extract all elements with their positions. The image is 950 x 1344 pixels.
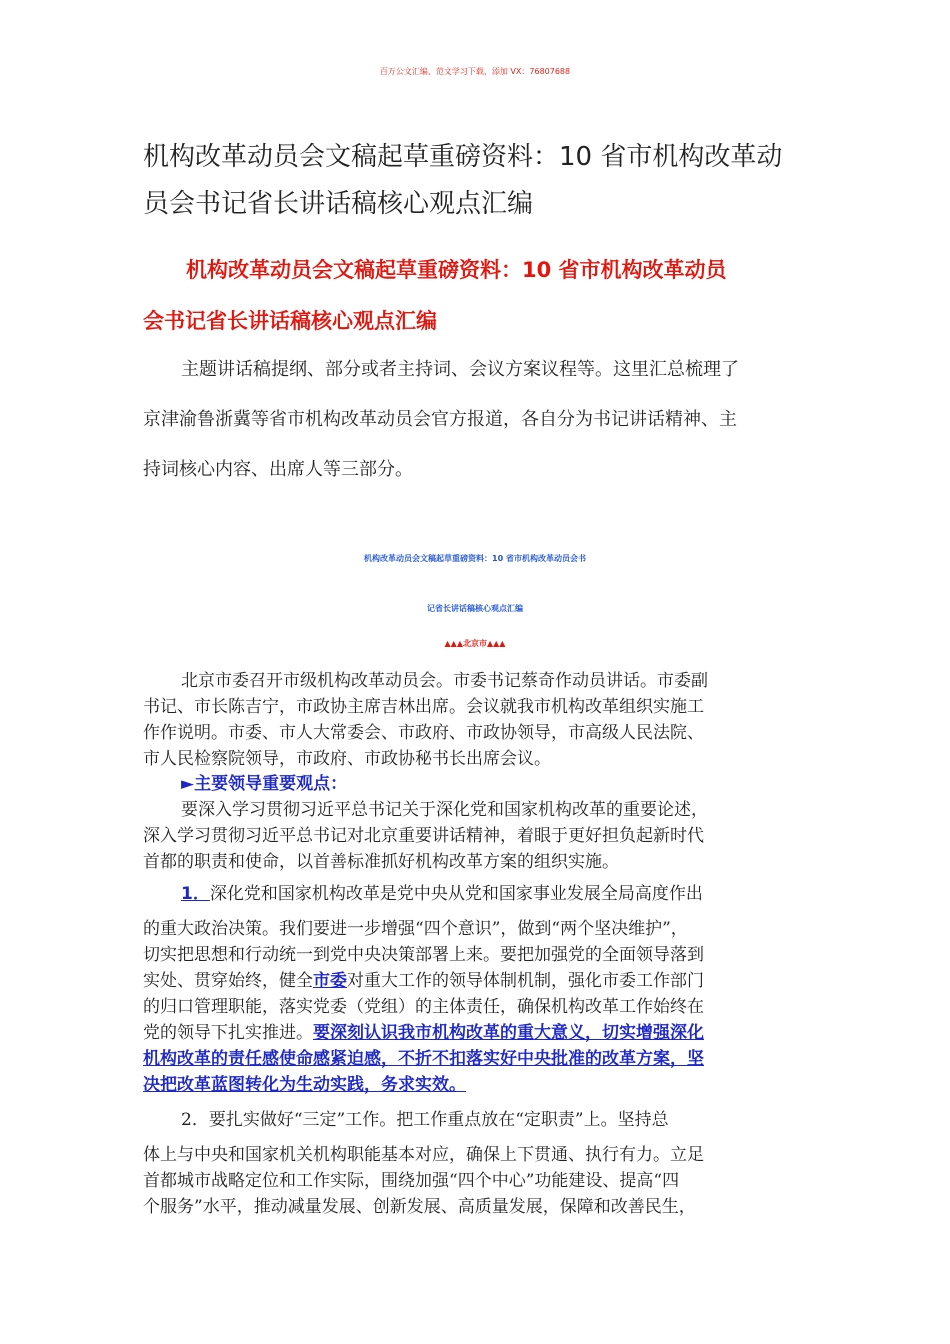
red-title-line-1: 机构改革动员会文稿起草重磅资料：10 省市机构改革动员 (186, 258, 727, 282)
para2-line-2: 深入学习贯彻习近平总书记对北京重要讲话精神，着眼于更好担负起新时代 (143, 826, 704, 846)
point1-line-4-post: 对重大工作的领导体制机制，强化市委工作部门 (347, 971, 704, 991)
point1-line-3: 切实把思想和行动统一到党中央决策部署上来。要把加强党的全面领导落到 (143, 945, 704, 965)
para2-line-1: 要深入学习贯彻习近平总书记关于深化党和国家机构改革的重要论述， (181, 800, 708, 820)
intro-line-1: 主题讲话稿提纲、部分或者主持词、会议方案议程等。这里汇总梳理了 (181, 359, 739, 380)
point1-line-1-text: 深化党和国家机构改革是党中央从党和国家事业发展全局高度作出 (209, 884, 703, 904)
point1-line-6-pre: 党的领导下扎实推进。 (143, 1023, 313, 1043)
doc-title-line-2: 员会书记省长讲话稿核心观点汇编 (143, 189, 534, 219)
point2-line-1: 2．要扎实做好“三定”工作。把工作重点放在“定职责”上。坚持总 (181, 1110, 669, 1130)
para2-line-3: 首都的职责和使命，以首善标准抓好机构改革方案的组织实施。 (143, 852, 619, 872)
point1-line-2: 的重大政治决策。我们要进一步增强“四个意识”，做到“两个坚决维护”， (143, 919, 688, 939)
para1-line-3: 作作说明。市委、市人大常委会、市政府、市政协领导，市高级人民法院、 (143, 723, 704, 743)
point1-line-4 (143, 966, 704, 991)
intro-line-2: 京津渝鲁浙冀等省市机构改革动员会官方报道，各自分为书记讲话精神、主 (143, 409, 737, 430)
blue-title-line-1: 机构改革动员会文稿起草重磅资料：10 省市机构改革动员会书 (364, 554, 586, 563)
blue-title-line-2: 记省长讲话稿核心观点汇编 (427, 604, 523, 613)
intro-line-3: 持词核心内容、出席人等三部分。 (143, 459, 413, 480)
para1-line-4: 市人民检察院领导，市政府、市政协秘书长出席会议。 (143, 749, 551, 769)
shiwei-link[interactable]: 市委 (313, 971, 347, 991)
point2-line-2: 体上与中央和国家机关机构职能基本对应，确保上下贯通、执行有力。立足 (143, 1145, 704, 1165)
para1-line-2: 书记、市长陈吉宁，市政协主席吉林出席。会议就我市机构改革组织实施工 (143, 697, 704, 717)
para1-line-1: 北京市委召开市级机构改革动员会。市委书记蔡奇作动员讲话。市委副 (181, 671, 708, 691)
point2-line-3: 首都城市战略定位和工作实际，围绕加强“四个中心”功能建设、提高“四 (143, 1171, 680, 1191)
point1-emphasis-3[interactable]: 决把改革蓝图转化为生动实践，务求实效。 (143, 1075, 466, 1095)
red-title-line-2: 会书记省长讲话稿核心观点汇编 (143, 309, 437, 333)
point1-emphasis-2[interactable]: 机构改革的责任感使命感紧迫感，不折不扣落实好中央批准的改革方案，坚 (143, 1049, 704, 1069)
point1-line-5: 的归口管理职能，落实党委（党组）的主体责任，确保机构改革工作始终在 (143, 997, 704, 1017)
point2-line-4: 个服务”水平，推动减量发展、创新发展、高质量发展，保障和改善民生， (143, 1197, 696, 1217)
point1-line-4-pre: 实处、贯穿始终，健全 (143, 971, 313, 991)
point1-emphasis-1[interactable]: 要深刻认识我市机构改革的重大意义，切实增强深化 (313, 1023, 704, 1043)
point1-line-1 (181, 879, 703, 904)
point1-line-6 (143, 1018, 704, 1043)
doc-title-line-1: 机构改革动员会文稿起草重磅资料：10 省市机构改革动 (143, 142, 783, 172)
point1-number-link[interactable]: 1． (181, 884, 210, 904)
section-heading-beijing: ▲▲▲北京市▲▲▲ (444, 639, 506, 648)
key-points-label: ►主要领导重要观点： (181, 774, 348, 794)
header-note: 百万公文汇编、范文学习下载，添加 VX：76807688 (379, 67, 571, 76)
